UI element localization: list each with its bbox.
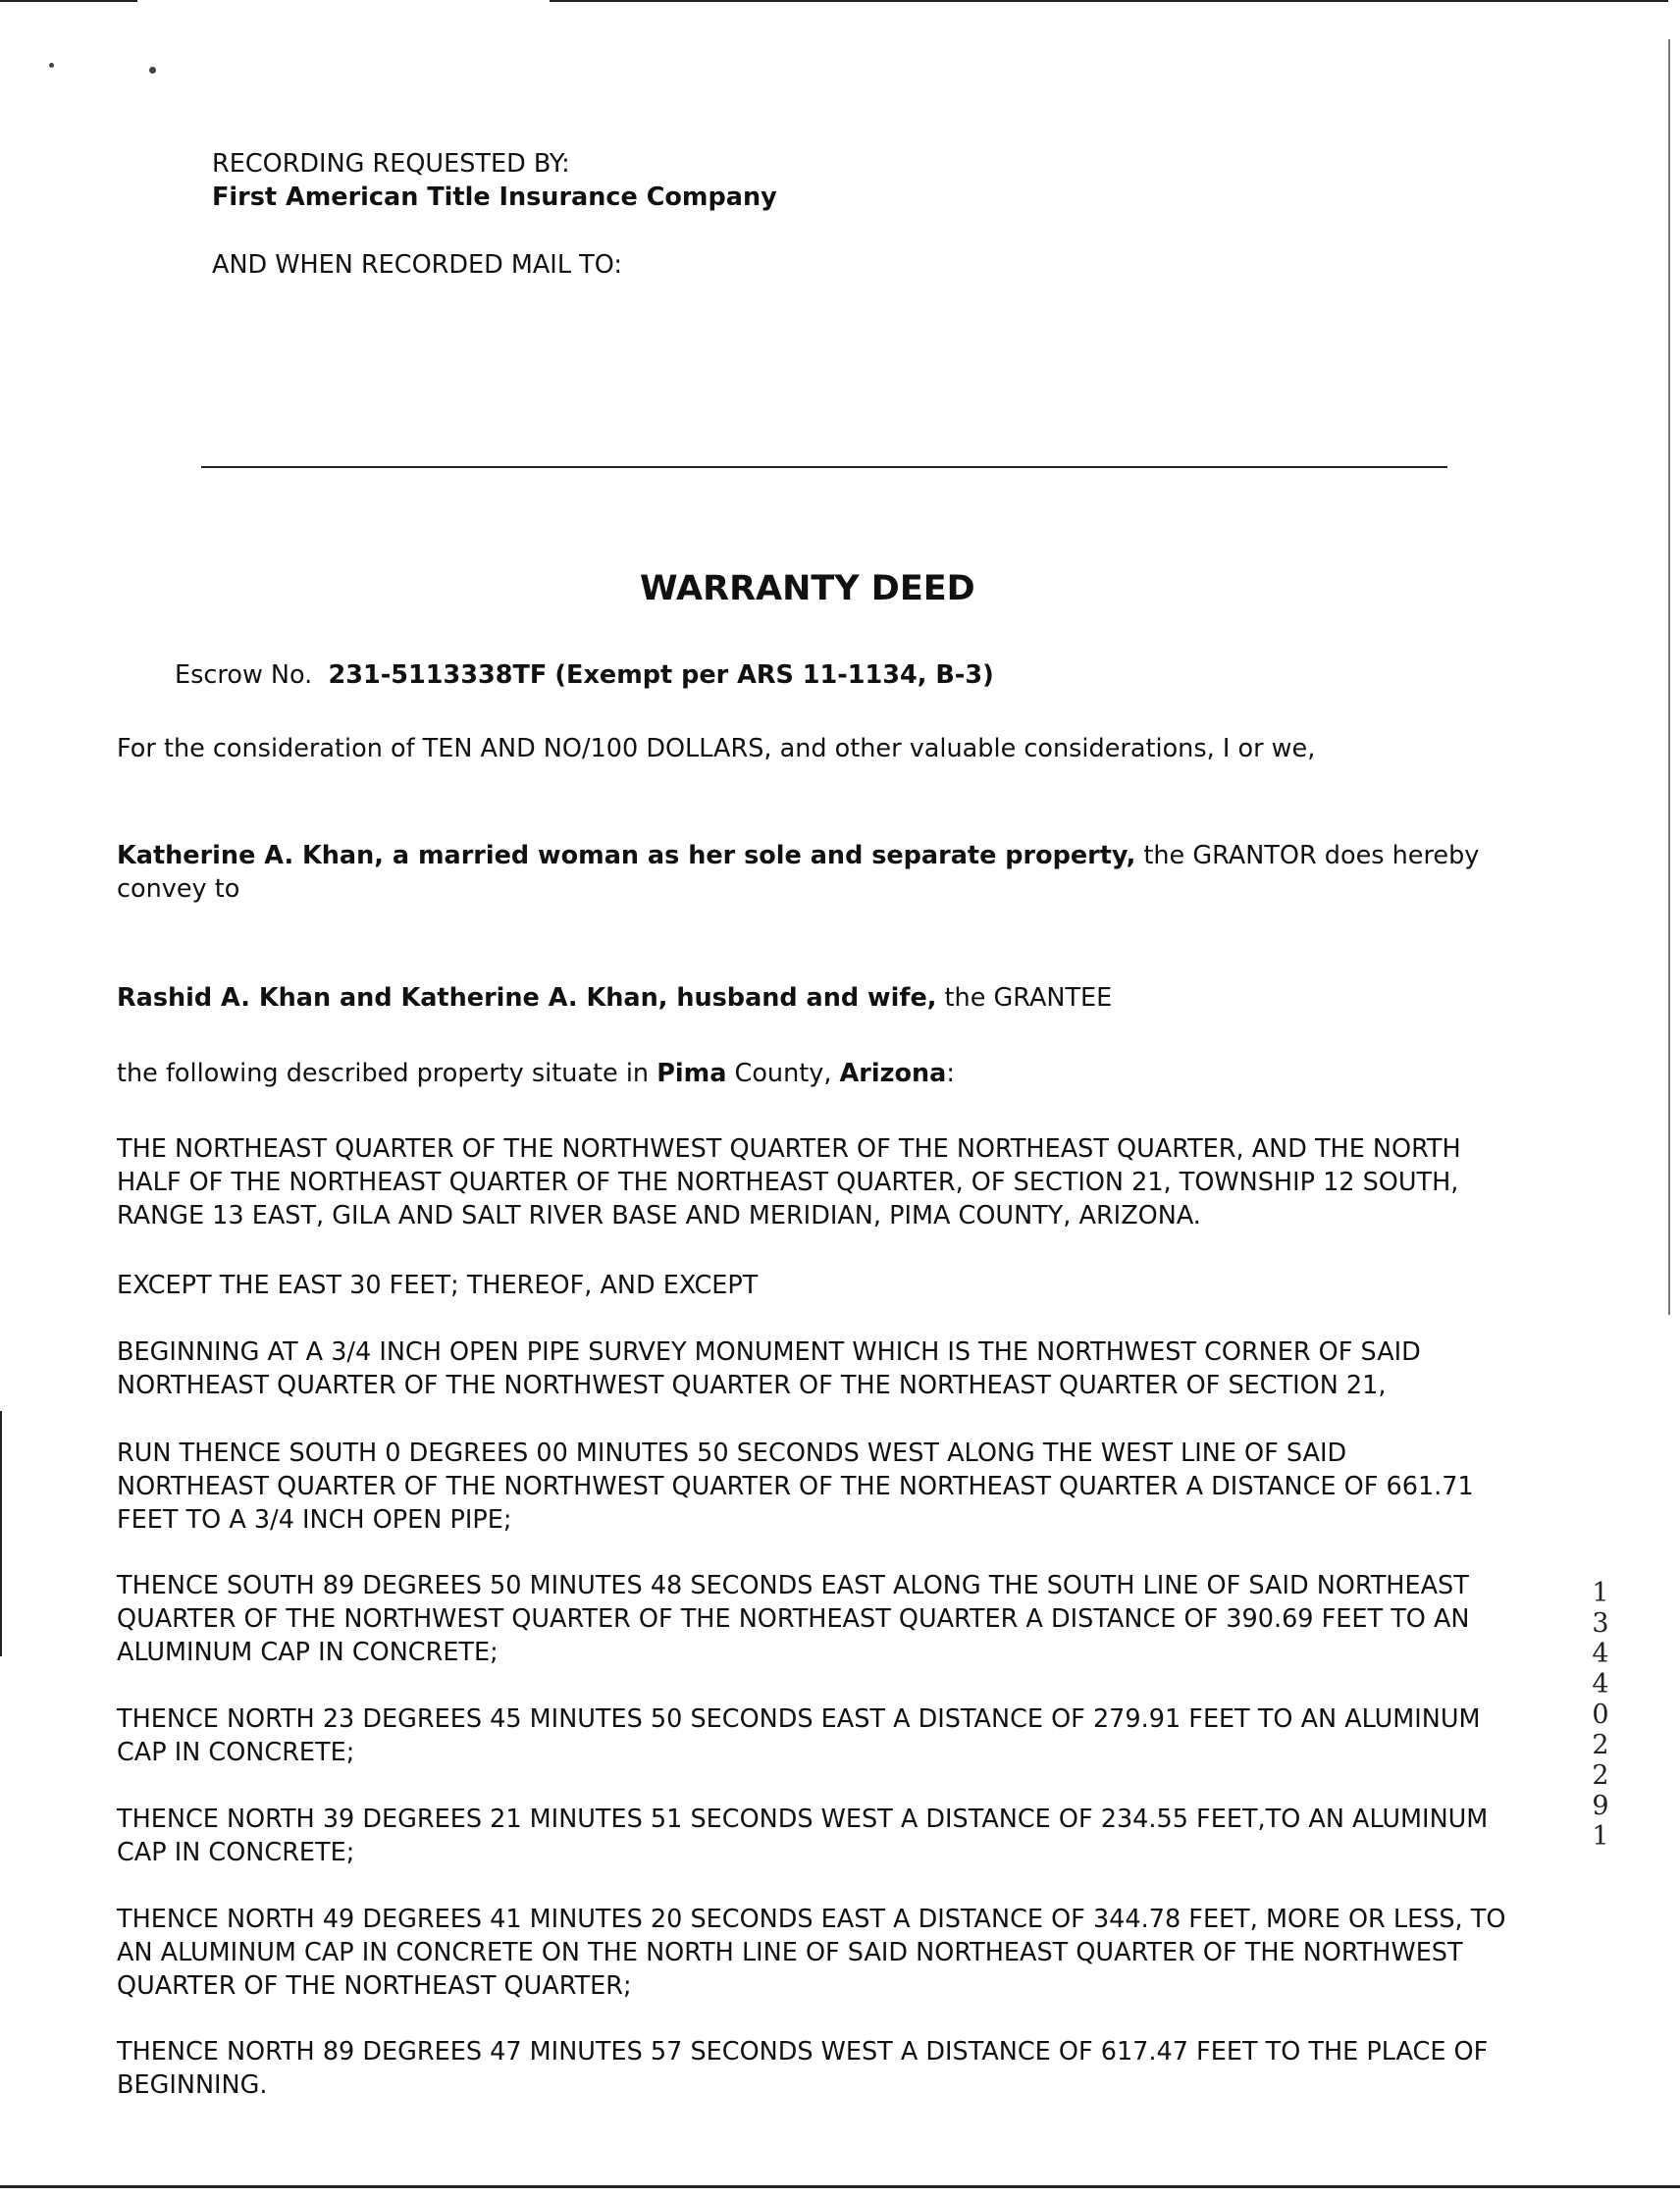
stamp-digit: 9 bbox=[1592, 1791, 1609, 1821]
grantee-text: the GRANTEE bbox=[936, 983, 1113, 1013]
escrow-line bbox=[175, 658, 994, 692]
legal-line: AN ALUMINUM CAP IN CONCRETE ON THE NORTH LINE OF SAID NORTHEAST QUARTER OF THE NORTHWEST bbox=[117, 1938, 1463, 1967]
legal-line: FEET TO A 3/4 INCH OPEN PIPE; bbox=[117, 1505, 512, 1535]
legal-line: RUN THENCE SOUTH 0 DEGREES 00 MINUTES 50 SECONDS WEST ALONG THE WEST LINE OF SAID bbox=[117, 1439, 1347, 1468]
recording-number-stamp bbox=[1584, 1578, 1617, 1852]
legal-line: BEGINNING. bbox=[117, 2070, 268, 2100]
legal-line: THENCE NORTH 89 DEGREES 47 MINUTES 57 SECONDS WEST A DISTANCE OF 617.47 FEET TO THE PLACE OF bbox=[117, 2037, 1489, 2067]
legal-paragraph-7 bbox=[117, 1803, 1488, 1869]
legal-line: THENCE SOUTH 89 DEGREES 50 MINUTES 48 SECONDS EAST ALONG THE SOUTH LINE OF SAID NORTHEAST bbox=[117, 1571, 1469, 1600]
escrow-number: 231-5113338TF bbox=[328, 660, 548, 690]
grantor-convey: convey to bbox=[117, 874, 240, 904]
property-location bbox=[117, 1057, 955, 1090]
stamp-digit: 2 bbox=[1592, 1730, 1609, 1760]
legal-paragraph-8 bbox=[117, 1903, 1505, 2003]
top-edge-line-right bbox=[550, 0, 1668, 2]
legal-line: THE NORTHEAST QUARTER OF THE NORTHWEST QUARTER OF THE NORTHEAST QUARTER, AND THE NORTH bbox=[117, 1134, 1461, 1164]
legal-line: BEGINNING AT A 3/4 INCH OPEN PIPE SURVEY MONUMENT WHICH IS THE NORTHWEST CORNER OF SAID bbox=[117, 1337, 1421, 1367]
property-county-suffix: County, bbox=[726, 1059, 840, 1088]
property-county: Pima bbox=[656, 1059, 727, 1088]
legal-paragraph-5 bbox=[117, 1569, 1469, 1669]
legal-paragraph-9 bbox=[117, 2035, 1488, 2102]
legal-line: ALUMINUM CAP IN CONCRETE; bbox=[117, 1638, 499, 1667]
stamp-digit: 4 bbox=[1592, 1669, 1609, 1700]
legal-line: QUARTER OF THE NORTHWEST QUARTER OF THE NORTHEAST QUARTER A DISTANCE OF 390.69 FEET TO AN bbox=[117, 1604, 1470, 1634]
legal-paragraph-4 bbox=[117, 1437, 1474, 1537]
legal-line: HALF OF THE NORTHEAST QUARTER OF THE NORTHEAST QUARTER, OF SECTION 21, TOWNSHIP 12 SOUTH, bbox=[117, 1168, 1459, 1197]
grantor-text: the GRANTOR does hereby bbox=[1135, 841, 1480, 870]
legal-line: EXCEPT THE EAST 30 FEET; THEREOF, AND EXCEPT bbox=[117, 1271, 759, 1300]
right-edge-line bbox=[1668, 39, 1670, 1315]
address-divider bbox=[201, 466, 1447, 468]
requesting-company: First American Title Insurance Company bbox=[212, 183, 777, 212]
escrow-label: Escrow No. bbox=[175, 660, 313, 690]
recording-requested-label: RECORDING REQUESTED BY: bbox=[212, 149, 570, 179]
legal-line: THENCE NORTH 39 DEGREES 21 MINUTES 51 SECONDS WEST A DISTANCE OF 234.55 FEET,TO AN ALUMINUM bbox=[117, 1805, 1489, 1834]
legal-line: NORTHEAST QUARTER OF THE NORTHWEST QUARTER OF THE NORTHEAST QUARTER A DISTANCE OF 661.71 bbox=[117, 1472, 1474, 1501]
stamp-digit: 1 bbox=[1592, 1578, 1609, 1608]
stamp-digit: 0 bbox=[1592, 1700, 1609, 1730]
property-state-suffix: : bbox=[946, 1059, 955, 1088]
stamp-digit: 2 bbox=[1592, 1760, 1609, 1791]
legal-line: RANGE 13 EAST, GILA AND SALT RIVER BASE AND MERIDIAN, PIMA COUNTY, ARIZONA. bbox=[117, 1201, 1201, 1230]
bottom-edge-line bbox=[0, 2185, 1680, 2188]
stamp-digit: 1 bbox=[1592, 1821, 1609, 1852]
grantor-name: Katherine A. Khan, a married woman as her sole and separate property, bbox=[117, 841, 1136, 870]
document-title: WARRANTY DEED bbox=[640, 569, 975, 608]
stamp-digit: 4 bbox=[1592, 1639, 1609, 1669]
legal-line: NORTHEAST QUARTER OF THE NORTHWEST QUARTER OF THE NORTHEAST QUARTER OF SECTION 21, bbox=[117, 1371, 1387, 1400]
legal-paragraph-2 bbox=[117, 1269, 758, 1302]
property-prefix: the following described property situate in bbox=[117, 1059, 657, 1088]
grantee-name: Rashid A. Khan and Katherine A. Khan, husband and wife, bbox=[117, 983, 937, 1013]
legal-line: CAP IN CONCRETE; bbox=[117, 1738, 355, 1767]
consideration-text: For the consideration of TEN AND NO/100 DOLLARS, and other valuable considerations, I or we, bbox=[117, 734, 1316, 763]
legal-paragraph-3 bbox=[117, 1335, 1421, 1402]
legal-line: THENCE NORTH 49 DEGREES 41 MINUTES 20 SECONDS EAST A DISTANCE OF 344.78 FEET, MORE OR LESS, TO bbox=[117, 1905, 1506, 1934]
top-edge-line bbox=[0, 0, 137, 2]
stamp-digit: 3 bbox=[1592, 1608, 1609, 1639]
property-state: Arizona bbox=[839, 1059, 947, 1088]
scan-speck bbox=[49, 63, 54, 68]
grantee-line bbox=[117, 981, 1112, 1015]
left-edge-line bbox=[0, 1411, 2, 1656]
legal-line: CAP IN CONCRETE; bbox=[117, 1838, 355, 1867]
legal-line: THENCE NORTH 23 DEGREES 45 MINUTES 50 SECONDS EAST A DISTANCE OF 279.91 FEET TO AN ALUMINUM bbox=[117, 1704, 1481, 1734]
legal-paragraph-6 bbox=[117, 1702, 1481, 1769]
mail-to-label: AND WHEN RECORDED MAIL TO: bbox=[212, 250, 622, 280]
escrow-exemption: (Exempt per ARS 11-1134, B-3) bbox=[554, 660, 994, 690]
grantor-line bbox=[117, 839, 1479, 872]
legal-paragraph-1 bbox=[117, 1132, 1461, 1232]
legal-line: QUARTER OF THE NORTHEAST QUARTER; bbox=[117, 1971, 632, 2001]
scan-speck bbox=[149, 67, 156, 74]
